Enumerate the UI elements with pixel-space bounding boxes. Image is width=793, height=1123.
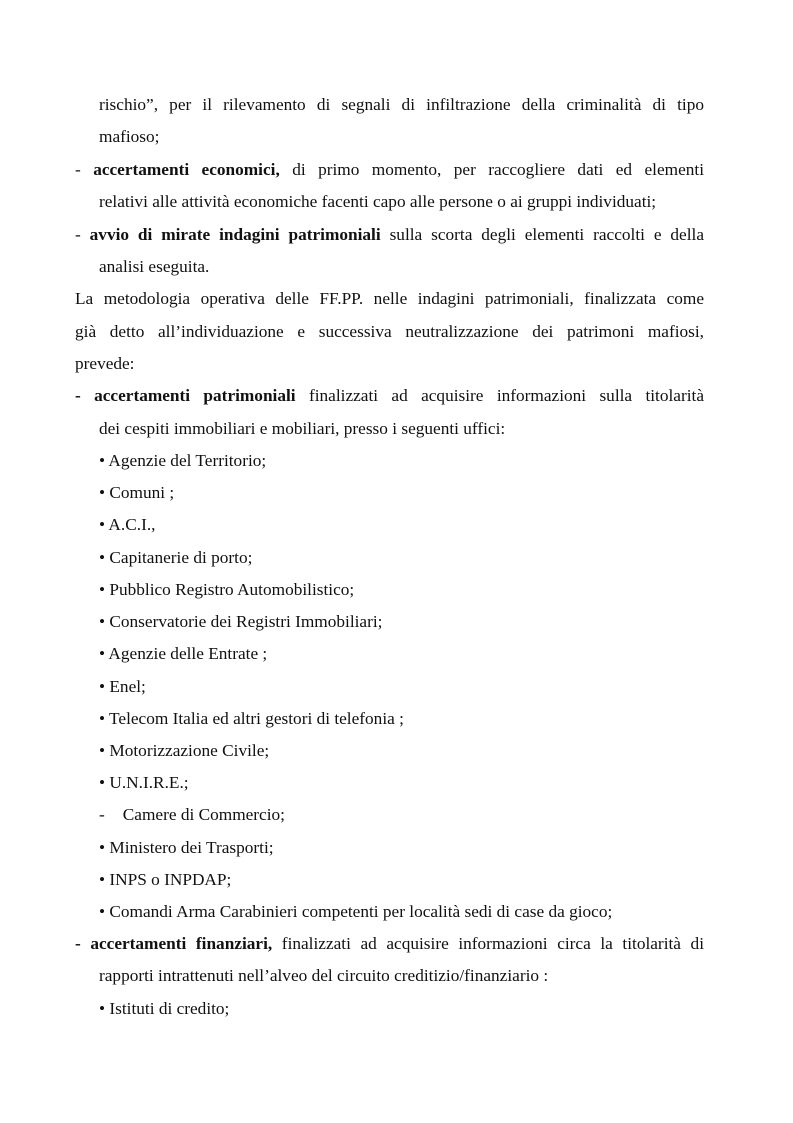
bold-term: accertamenti economici, <box>93 160 280 179</box>
text-span: Camere di Commercio; <box>122 805 285 824</box>
list-dash: - <box>99 805 105 824</box>
text-span: finalizzati ad acquisire informazioni circa la titolarità di <box>272 934 704 953</box>
bold-term: avvio di mirate indagini patrimoniali <box>89 225 381 244</box>
office-item: • Capitanerie di porto; <box>99 548 253 567</box>
text-span: sulla scorta degli elementi raccolti e della <box>380 225 704 244</box>
text-line: rapporti intrattenuti nell’alveo del circuito creditizio/finanziario : <box>99 966 549 985</box>
office-item: • Pubblico Registro Automobilistico; <box>99 580 355 599</box>
office-item: • Enel; <box>99 677 146 696</box>
office-item: • A.C.I., <box>99 515 156 534</box>
text-line: analisi eseguita. <box>99 257 210 276</box>
text-line: dei cespiti immobiliari e mobiliari, presso i seguenti uffici: <box>99 419 506 438</box>
text-line: rischio”, per il rilevamento di segnali di infiltrazione della criminalità di tipo <box>99 95 704 114</box>
office-item: • Ministero dei Trasporti; <box>99 838 274 857</box>
office-item: • Motorizzazione Civile; <box>99 741 270 760</box>
list-item-economic <box>75 158 704 182</box>
office-item: • Conservatorie dei Registri Immobiliari; <box>99 612 383 631</box>
list-dash: - <box>75 160 94 179</box>
office-item: • Istituti di credito; <box>99 999 230 1018</box>
text-span: di primo momento, per raccogliere dati ed elementi <box>279 160 704 179</box>
text-line: prevede: <box>75 354 135 373</box>
office-item: • Agenzie del Territorio; <box>99 451 267 470</box>
office-item: • U.N.I.R.E.; <box>99 773 189 792</box>
office-item: • Telecom Italia ed altri gestori di telefonia ; <box>99 709 404 728</box>
text-line: La metodologia operativa delle FF.PP. nelle indagini patrimoniali, finalizzata come <box>75 289 704 308</box>
office-item: • Comuni ; <box>99 483 175 502</box>
text-line: relativi alle attività economiche facenti capo alle persone o ai gruppi individuati; <box>99 192 657 211</box>
bold-term: - accertamenti finanziari, <box>75 934 273 953</box>
list-item-investigations <box>75 223 704 247</box>
office-item: • Comandi Arma Carabinieri competenti per località sedi di case da gioco; <box>99 902 613 921</box>
text-line: mafioso; <box>99 127 160 146</box>
list-item-patrimonial <box>75 384 704 408</box>
text-span: finalizzati ad acquisire informazioni sulla titolarità <box>295 386 704 405</box>
office-item: • Agenzie delle Entrate ; <box>99 644 268 663</box>
office-item: • INPS o INPDAP; <box>99 870 232 889</box>
office-item-dash <box>99 803 728 827</box>
text-line: già detto all’individuazione e successiva neutralizzazione dei patrimoni mafiosi, <box>75 322 704 341</box>
list-item-financial <box>75 932 704 956</box>
list-dash: - <box>75 225 90 244</box>
bold-term: - accertamenti patrimoniali <box>75 386 296 405</box>
